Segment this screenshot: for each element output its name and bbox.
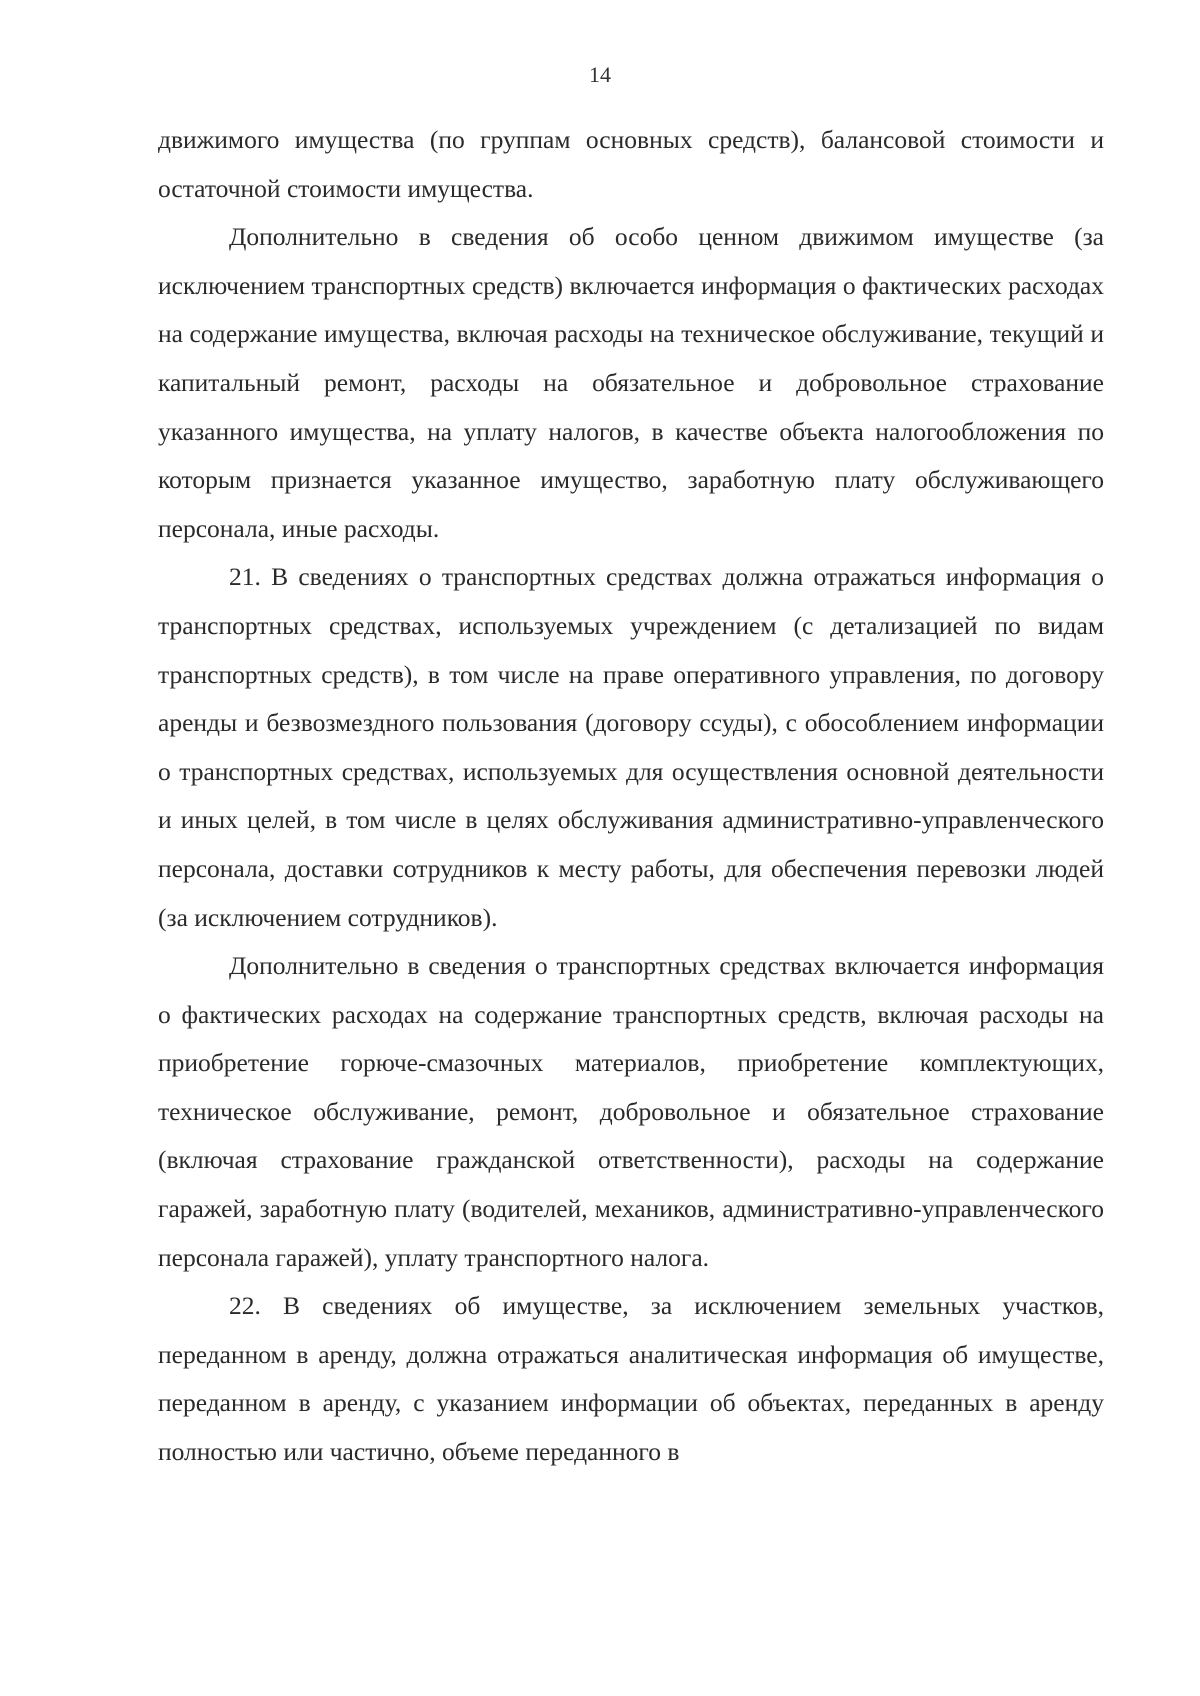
paragraph-21-transport: 21. В сведениях о транспортных средствах должна отражаться информация о транспортных средствах, используемых учреждением (с детализацией по видам транспортных средств), в том числе на праве оперативного управления, по договору аренды и безвозмездного пользования (договору ссуды), с обособлением информации о транспортных средствах, используемых для осуществления основной деятельности и иных целей, в том числе в целях обслуживания административно-управленческого персонала, доставки сотрудников к месту работы, для обеспечения перевозки людей (за исключением сотрудников). (158, 562, 1104, 932)
page-number: 14 (589, 62, 611, 87)
paragraph-22-leased-property: 22. В сведениях об имуществе, за исключением земельных участков, переданном в аренду, должна отражаться аналитическая информация об имуществе, переданном в аренду, с указанием информации об объектах, переданных в аренду полностью или частично, объеме переданного в (158, 1291, 1104, 1467)
document-body (158, 116, 1104, 1477)
paragraph-additional-info-valuable-property: Дополнительно в сведения об особо ценном движимом имуществе (за исключением транспортных средств) включается информация о фактических расходах на содержание имущества, включая расходы на техническое обслуживание, текущий и капитальный ремонт, расходы на обязательное и добровольное страхование указанного имущества, на уплату налогов, в качестве объекта налогообложения по которым признается указанное имущество, заработную плату обслуживающего персонала, иные расходы. (158, 222, 1104, 543)
paragraph-additional-info-transport: Дополнительно в сведения о транспортных средствах включается информация о фактических расходах на содержание транспортных средств, включая расходы на приобретение горюче-смазочных материалов, приобретение комплектующих, техническое обслуживание, ремонт, добровольное и обязательное страхование (включая страхование гражданской ответственности), расходы на содержание гаражей, заработную плату (водителей, механиков, административно-управленческого персонала гаражей), уплату транспортного налога. (158, 951, 1104, 1272)
paragraph-continuation: движимого имущества (по группам основных средств), балансовой стоимости и остаточной стоимости имущества. (158, 125, 1104, 203)
